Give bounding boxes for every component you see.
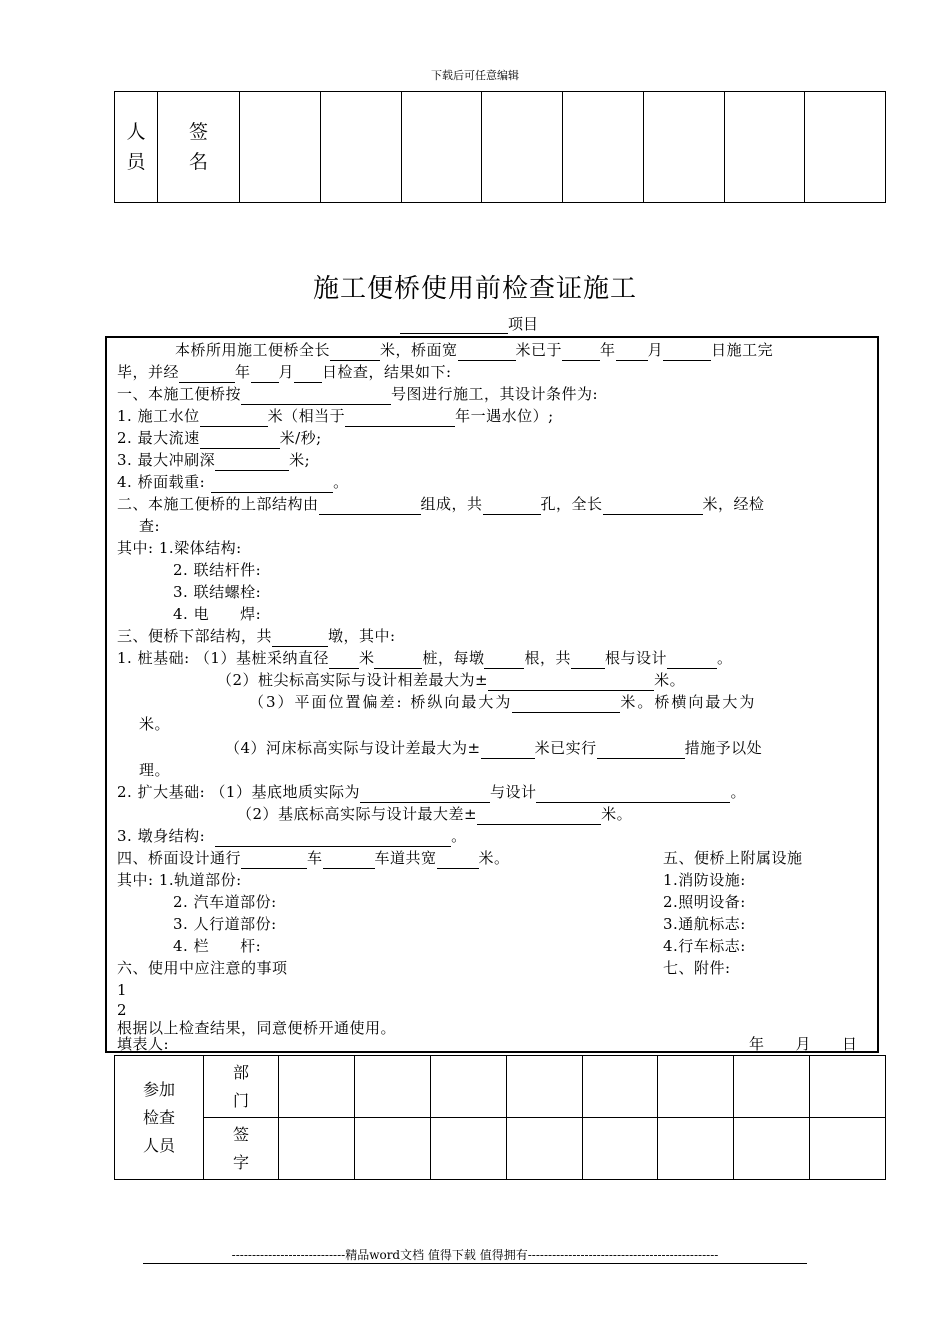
signature-cell[interactable] [805,92,886,203]
signature-cell[interactable] [724,92,805,203]
line-20: 理。 [139,761,171,779]
line-24: 四、桥面设计通行 车 车道共宽 米。 [117,849,510,867]
personnel-label: 人 员 [115,92,158,203]
sign-cell[interactable] [582,1118,658,1180]
line-31: 2 [117,1001,128,1019]
line-22: （2）基底标高实际与设计最大差± 米。 [237,805,633,823]
department-cell[interactable] [582,1056,658,1118]
date-line: 年 月 日 [749,1035,858,1053]
department-cell[interactable] [354,1056,430,1118]
line-27-right: 3.通航标志: [663,915,746,933]
project-line: 项目 [400,313,538,334]
line-25-right: 1.消防设施: [663,871,746,889]
line-18: 米。 [139,715,171,733]
sign-cell[interactable] [734,1118,810,1180]
line-8: 二、本施工便桥的上部结构由 组成，共 孔，全长 米，经检 [117,495,765,513]
line-9: 查: [139,517,161,535]
line-11: 2. 联结杆件: [173,561,262,579]
sign-cell[interactable] [354,1118,430,1180]
top-sign-table [114,91,886,203]
footer-rule [143,1263,807,1264]
department-cell[interactable] [658,1056,734,1118]
line-13: 4. 电 焊: [173,605,262,623]
sign-label: 签 字 [204,1118,279,1180]
line-10: 其中: 1.梁体结构: [117,539,242,557]
signature-label: 签 名 [158,92,240,203]
line-26: 2. 汽车道部份: [173,893,277,911]
signature-cell[interactable] [401,92,482,203]
line-19: （4）河床标高实际与设计差最大为± 米已实行 措施予以处 [225,739,763,757]
line-4: 1. 施工水位 米（相当于 年一遇水位）; [117,407,554,425]
line-5: 2. 最大流速 米/秒; [117,429,322,447]
line-24-right: 五、便桥上附属设施 [663,849,803,867]
line-29-right: 七、附件: [663,959,731,977]
line-23: 3. 墩身结构: 。 [117,827,467,845]
form-title: 施工便桥使用前检查证施工 [312,274,637,304]
inspectors-label: 参加 检查 人员 [115,1056,204,1180]
line-15: 1. 桩基础: （1）基桩采纳直径 米 桩，每墩 根，共 根与设计 。 [117,649,733,667]
department-cell[interactable] [734,1056,810,1118]
header-note: 下载后可任意编辑 [431,69,519,82]
signature-cell[interactable] [240,92,321,203]
department-label: 部 门 [204,1056,279,1118]
line-12: 3. 联结螺栓: [173,583,262,601]
filler-label: 填表人: [117,1035,170,1053]
line-16: （2）桩尖标高实际与设计相差最大为± 米。 [217,671,686,689]
line-29: 六、使用中应注意的事项 [117,959,288,977]
sign-cell[interactable] [658,1118,734,1180]
department-cell[interactable] [279,1056,355,1118]
signature-cell[interactable] [320,92,401,203]
line-30: 1 [117,981,128,999]
line-28: 4. 栏 杆: [173,937,262,955]
line-3: 一、本施工便桥按 号图进行施工，其设计条件为: [117,385,599,403]
line-1: 本桥所用施工便桥全长 米，桥面宽 米已于 年 月 日施工完 [175,341,774,359]
signature-cell[interactable] [482,92,563,203]
bottom-sign-table [114,1055,886,1180]
line-25: 其中: 1.轨道部份: [117,871,242,889]
line-17: （3）平面位置偏差: 桥纵向最大为 米。桥横向最大为 [249,693,757,711]
sign-cell[interactable] [430,1118,506,1180]
line-6: 3. 最大冲刷深 米; [117,451,311,469]
signature-cell[interactable] [643,92,724,203]
footer-note: ----------------------------精品word文档 值得下载 值得拥有----------------------------------------------- [231,1248,719,1262]
line-28-right: 4.行车标志: [663,937,746,955]
project-blank[interactable] [400,317,508,334]
sign-cell[interactable] [810,1118,886,1180]
signature-cell[interactable] [563,92,644,203]
line-27: 3. 人行道部份: [173,915,277,933]
department-cell[interactable] [810,1056,886,1118]
line-14: 三、便桥下部结构，共 墩，其中: [117,627,396,645]
line-7: 4. 桥面载重: 。 [117,473,349,491]
sign-cell[interactable] [279,1118,355,1180]
department-cell[interactable] [506,1056,582,1118]
line-2: 毕，并经 年 月 日检查，结果如下: [117,363,452,381]
form-body [105,336,879,1053]
sign-cell[interactable] [506,1118,582,1180]
line-21: 2. 扩大基础: （1）基底地质实际为 与设计 。 [117,783,746,801]
line-26-right: 2.照明设备: [663,893,746,911]
line-32: 根据以上检查结果，同意便桥开通使用。 [117,1019,397,1037]
department-cell[interactable] [430,1056,506,1118]
